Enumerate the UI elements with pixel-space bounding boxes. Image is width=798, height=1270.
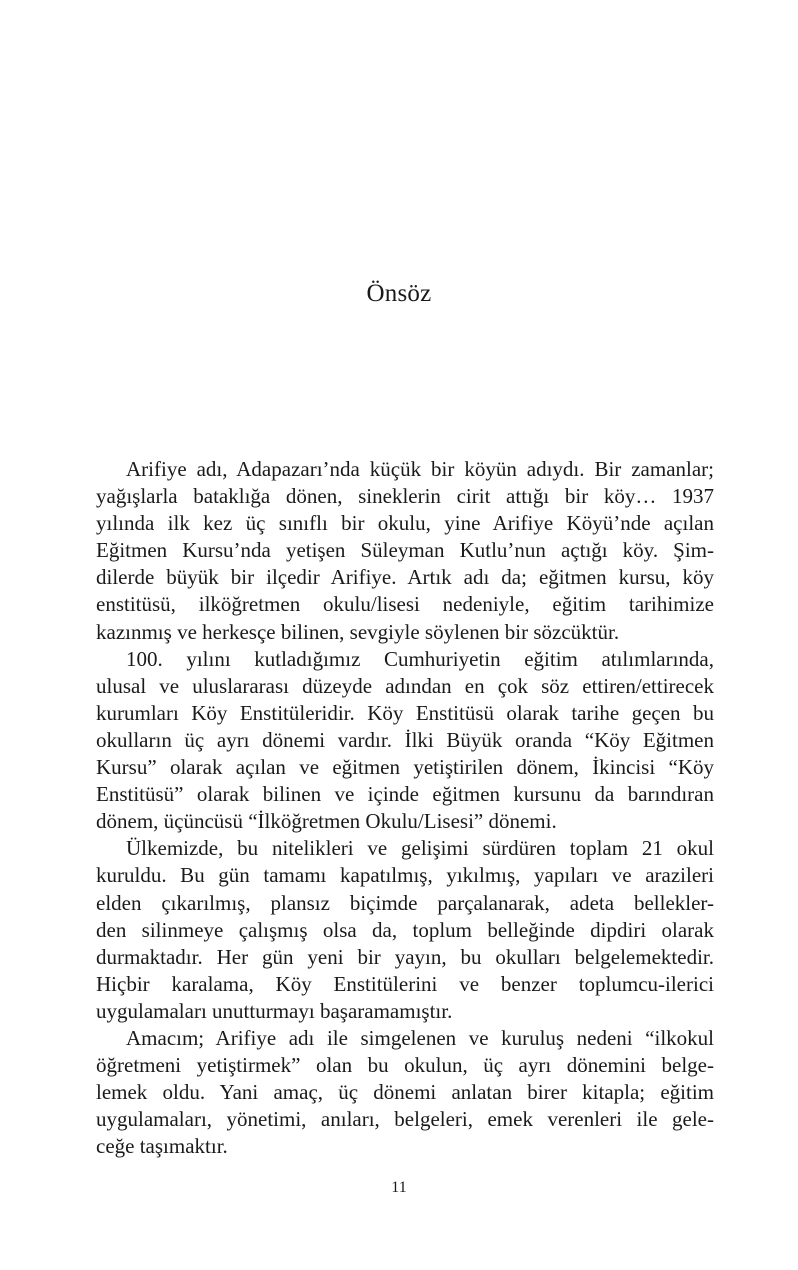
text-line: okulların üç ayrı dönemi vardır. İlki Büyük oranda “Köy Eğitmen [96,727,714,752]
paragraph [96,456,714,646]
text-line: uygulamaları, yönetimi, anıları, belgeleri, emek verenleri ile gele- [96,1107,714,1132]
page-number: 11 [391,1179,407,1196]
text-line: elden çıkarılmış, plansız biçimde parçalanarak, adeta bellekler- [96,890,714,915]
text-line: kazınmış ve herkesçe bilinen, sevgiyle söylenen bir sözcüktür. [96,619,620,644]
text-line: lemek oldu. Yani amaç, üç dönemi anlatan birer kitapla; eğitim [96,1080,714,1105]
text-line: Ülkemizde, bu nitelikleri ve gelişimi sürdüren toplam 21 okul [126,836,714,861]
text-line: den silinmeye çalışmış olsa da, toplum belleğinde dipdiri olarak [96,917,714,942]
chapter-title: Önsöz [366,280,432,307]
body-text [96,456,714,1160]
text-line: yılında ilk kez üç sınıflı bir okulu, yine Arifiye Köyü’nde açılan [96,511,714,536]
text-line: kuruldu. Bu gün tamamı kapatılmış, yıkılmış, yapıları ve arazileri [96,863,714,888]
text-line: Eğitmen Kursu’nda yetişen Süleyman Kutlu’nun açtığı köy. Şim- [96,538,714,563]
text-line: ulusal ve uluslararası düzeyde adından en çok söz ettiren/ettirecek [96,673,714,698]
text-line: durmaktadır. Her gün yeni bir yayın, bu okulları belgelemektedir. [96,944,714,969]
text-line: Amacım; Arifiye adı ile simgelenen ve kuruluş nedeni “ilkokul [126,1025,714,1050]
text-line: yağışlarla bataklığa dönen, sineklerin cirit attığı bir köy… 1937 [96,484,714,509]
text-line: Arifiye adı, Adapazarı’nda küçük bir köyün adıydı. Bir zamanlar; [126,457,714,481]
text-line: enstitüsü, ilköğretmen okulu/lisesi nedeniyle, eğitim tarihimize [96,592,714,617]
text-line: öğretmeni yetiştirmek” olan bu okulun, üç ayrı dönemini belge- [96,1053,714,1078]
text-line: kurumları Köy Enstitüleridir. Köy Enstitüsü olarak tarihe geçen bu [96,700,714,725]
paragraph [96,1025,714,1160]
paragraph [96,835,714,1025]
text-line: 100. yılını kutladığımız Cumhuriyetin eğitim atılımlarında, [126,646,714,671]
text-line: Hiçbir karalama, Köy Enstitülerini ve benzer toplumcu-ilerici [96,971,714,996]
text-line: ceğe taşımaktır. [96,1134,228,1159]
text-line: dilerde büyük bir ilçedir Arifiye. Artık adı da; eğitmen kursu, köy [96,565,714,590]
text-line: uygulamaları unutturmayı başaramamıştır. [96,998,453,1023]
text-line: dönem, üçüncüsü “İlköğretmen Okulu/Lisesi” dönemi. [96,809,557,834]
text-line: Kursu” olarak açılan ve eğitmen yetiştirilen dönem, İkincisi “Köy [96,755,714,780]
paragraph [96,646,714,836]
text-line: Enstitüsü” olarak bilinen ve içinde eğitmen kursunu da barındıran [96,782,714,807]
